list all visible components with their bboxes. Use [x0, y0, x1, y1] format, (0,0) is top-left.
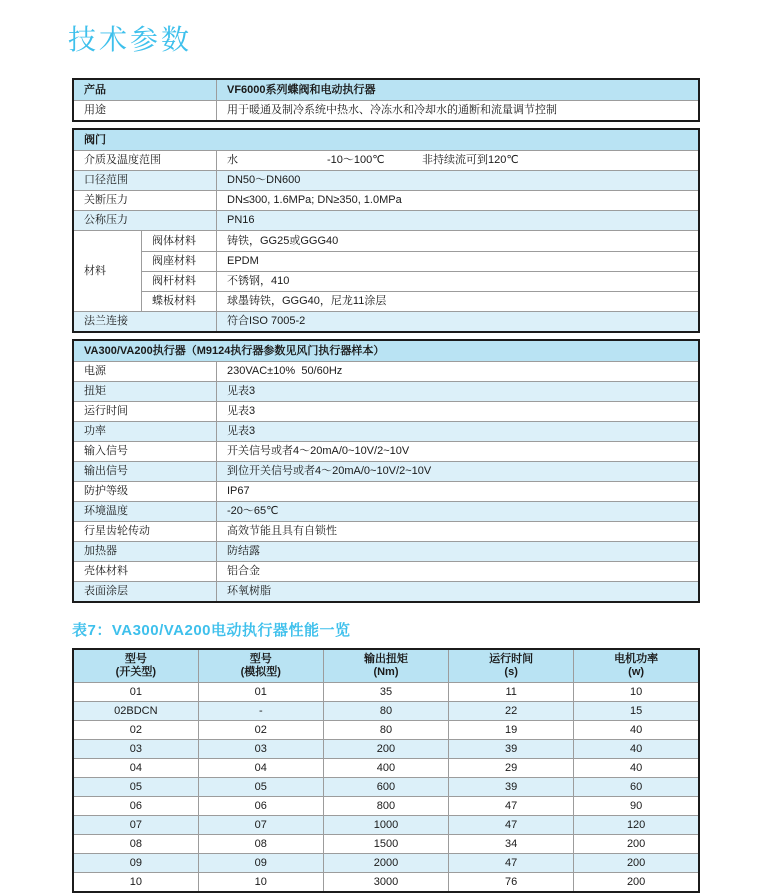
spec-row [74, 100, 698, 120]
table-cell: 09 [198, 854, 323, 873]
spec-row-value: 符合ISO 7005-2 [227, 315, 306, 327]
performance-table-header [73, 649, 699, 683]
spec-subrow [142, 291, 698, 311]
spec-row-value: 环氧树脂 [227, 585, 271, 597]
spec-subrow [142, 231, 698, 251]
spec-row [74, 521, 698, 541]
spec-row-value: 见表3 [227, 405, 256, 417]
table-cell: 10 [198, 873, 323, 893]
spec-row [74, 311, 698, 331]
table-cell: 80 [323, 702, 448, 721]
subrow-label: 蝶板材料 [142, 292, 217, 311]
table-row [73, 702, 699, 721]
table-row [73, 683, 699, 702]
table-cell: 600 [323, 778, 448, 797]
spec-block [72, 78, 700, 122]
column-header-line1: 电机功率 [614, 653, 659, 665]
table-row [73, 797, 699, 816]
page-content [72, 78, 700, 893]
table-row [73, 759, 699, 778]
spec-row-value: DN50～DN600 [227, 174, 301, 186]
table-cell: 1500 [323, 835, 448, 854]
group-label: 材料 [74, 231, 142, 311]
section-header-row [74, 341, 698, 361]
table-row [73, 873, 699, 893]
spec-row-label: 防护等级 [74, 482, 217, 501]
spec-row-label: 壳体材料 [74, 562, 217, 581]
spec-row-label: 行星齿轮传动 [74, 522, 217, 541]
table-cell: 60 [574, 778, 699, 797]
spec-block [72, 339, 700, 603]
spec-row-value: 防结露 [227, 545, 260, 557]
table-cell: 35 [323, 683, 448, 702]
table-cell: 09 [73, 854, 198, 873]
spec-row [74, 210, 698, 230]
subrow-value: 不锈钢，410 [227, 275, 290, 287]
spec-row-label: 介质及温度范围 [74, 151, 217, 170]
table-cell: 15 [574, 702, 699, 721]
spec-tables [72, 78, 700, 603]
spec-row [74, 481, 698, 501]
spec-row-label: 环境温度 [74, 502, 217, 521]
table-row [73, 816, 699, 835]
spec-row-label: 输入信号 [74, 442, 217, 461]
subrow-value: 球墨铸铁，GGG40，尼龙11涂层 [227, 295, 387, 307]
table-cell: 1000 [323, 816, 448, 835]
section-header-row [74, 130, 698, 150]
column-header-line1: 输出扭矩 [363, 653, 408, 665]
spec-row-label: 表面涂层 [74, 582, 217, 601]
spec-row-value: 见表3 [227, 385, 256, 397]
section-header-label: 阀门 [84, 133, 106, 146]
spec-row-value: 用于暖通及制冷系统中热水、冷冻水和冷却水的通断和流量调节控制 [227, 104, 557, 116]
table-cell: 02BDCN [73, 702, 198, 721]
table-row [73, 721, 699, 740]
group-subrows [142, 231, 698, 311]
page-title: 技术参数 [68, 24, 193, 55]
table-cell: 200 [574, 854, 699, 873]
column-header-line2: (w) [628, 666, 645, 678]
table-cell: 01 [73, 683, 198, 702]
section-header-label: VA300/VA200执行器（M9124执行器参数见风门执行器样本） [84, 344, 385, 357]
spec-row-value: 非持续流可到120℃ [422, 154, 519, 166]
spec-subrow [142, 271, 698, 291]
header-row [73, 649, 699, 683]
table-cell: 06 [73, 797, 198, 816]
spec-row-value: 到位开关信号或者4～20mA/0~10V/2~10V [227, 465, 432, 477]
spec-row-values [217, 151, 698, 170]
column-header-line2: (模拟型) [240, 666, 281, 678]
table-cell: 800 [323, 797, 448, 816]
material-group-row [74, 230, 698, 311]
spec-row [74, 381, 698, 401]
spec-row [74, 581, 698, 601]
column-header [449, 649, 574, 683]
spec-block [72, 128, 700, 333]
table-cell: 40 [574, 759, 699, 778]
subrow-label: 阀座材料 [142, 252, 217, 271]
table-cell: 120 [574, 816, 699, 835]
table-cell: 200 [574, 873, 699, 893]
table-cell: 400 [323, 759, 448, 778]
spec-row [74, 361, 698, 381]
table-row [73, 778, 699, 797]
table-cell: 2000 [323, 854, 448, 873]
table-cell: 39 [449, 740, 574, 759]
spec-row-value: -20～65℃ [227, 505, 279, 517]
spec-row-label: 法兰连接 [74, 312, 217, 331]
table-cell: 01 [198, 683, 323, 702]
table-cell: 02 [73, 721, 198, 740]
table-cell: 05 [198, 778, 323, 797]
subrow-label: 阀体材料 [142, 231, 217, 251]
spec-row-label: 运行时间 [74, 402, 217, 421]
table-cell: 90 [574, 797, 699, 816]
spec-row-value: 水 [227, 154, 238, 166]
spec-row [74, 441, 698, 461]
spec-row [74, 561, 698, 581]
table-cell: 03 [73, 740, 198, 759]
spec-row-value: IP67 [227, 485, 250, 497]
table-cell: 47 [449, 816, 574, 835]
table-cell: 07 [73, 816, 198, 835]
spec-row-value: 230VAC±10% 50/60Hz [227, 365, 343, 377]
subrow-value: 铸铁，GG25或GGG40 [227, 234, 339, 247]
spec-row-label: 加热器 [74, 542, 217, 561]
spec-row-value: 铝合金 [227, 565, 260, 577]
column-header-line2: (开关型) [115, 666, 156, 678]
table-row [73, 740, 699, 759]
table-cell: 02 [198, 721, 323, 740]
column-header-line1: 型号 [124, 653, 147, 665]
column-header-line1: 型号 [249, 653, 272, 665]
table-cell: 06 [198, 797, 323, 816]
spec-row [74, 421, 698, 441]
table-row [73, 854, 699, 873]
column-header [323, 649, 448, 683]
spec-row [74, 80, 698, 100]
table-cell: 40 [574, 740, 699, 759]
subrow-value: EPDM [227, 255, 259, 267]
table-cell: 10 [73, 873, 198, 893]
table-row [73, 835, 699, 854]
table-cell: 3000 [323, 873, 448, 893]
table-cell: 76 [449, 873, 574, 893]
table-cell: 11 [449, 683, 574, 702]
spec-row-label: 关断压力 [74, 191, 217, 210]
spec-row-value: PN16 [227, 214, 255, 226]
spec-row-label: 输出信号 [74, 462, 217, 481]
spec-subrow [142, 251, 698, 271]
table-cell: 03 [198, 740, 323, 759]
spec-row [74, 501, 698, 521]
column-header-line1: 运行时间 [489, 653, 534, 665]
spec-row-value: DN≤300, 1.6MPa; DN≥350, 1.0MPa [227, 194, 402, 206]
spec-row-label: 扭矩 [74, 382, 217, 401]
spec-row [74, 401, 698, 421]
table-cell: 08 [198, 835, 323, 854]
table-cell: 04 [198, 759, 323, 778]
spec-row-label: 公称压力 [74, 211, 217, 230]
table-cell: 07 [198, 816, 323, 835]
spec-row-label: 产品 [74, 80, 217, 100]
table7-caption: 表7：VA300/VA200电动执行器性能一览 [72, 622, 351, 639]
column-header-line2: (s) [504, 666, 518, 678]
spec-row-value: 见表3 [227, 425, 256, 437]
spec-row [74, 190, 698, 210]
table-cell: 10 [574, 683, 699, 702]
spec-row [74, 541, 698, 561]
performance-table-body [73, 683, 699, 893]
spec-row-label: 功率 [74, 422, 217, 441]
performance-table [72, 648, 700, 893]
table-cell: 04 [73, 759, 198, 778]
spec-row-value: -10～100℃ [327, 154, 385, 166]
spec-row-label: 口径范围 [74, 171, 217, 190]
table-cell: 47 [449, 797, 574, 816]
table-cell: 40 [574, 721, 699, 740]
table-cell: 200 [323, 740, 448, 759]
table-cell: 19 [449, 721, 574, 740]
spec-row-value: 高效节能且具有自锁性 [227, 525, 337, 537]
spec-row-value: 开关信号或者4～20mA/0~10V/2~10V [227, 445, 410, 457]
table-cell: 47 [449, 854, 574, 873]
table-cell: - [198, 702, 323, 721]
table-cell: 39 [449, 778, 574, 797]
table-cell: 05 [73, 778, 198, 797]
table-cell: 29 [449, 759, 574, 778]
spec-row [74, 170, 698, 190]
table-cell: 08 [73, 835, 198, 854]
table-cell: 200 [574, 835, 699, 854]
column-header [574, 649, 699, 683]
spec-row-value: VF6000系列蝶阀和电动执行器 [227, 83, 376, 96]
table-cell: 22 [449, 702, 574, 721]
spec-row-label: 用途 [74, 101, 217, 120]
spec-row [74, 461, 698, 481]
subrow-label: 阀杆材料 [142, 272, 217, 291]
spec-row-label: 电源 [74, 362, 217, 381]
table-cell: 34 [449, 835, 574, 854]
column-header [73, 649, 198, 683]
column-header-line2: (Nm) [373, 666, 399, 678]
column-header [198, 649, 323, 683]
table-cell: 80 [323, 721, 448, 740]
spec-row [74, 150, 698, 170]
